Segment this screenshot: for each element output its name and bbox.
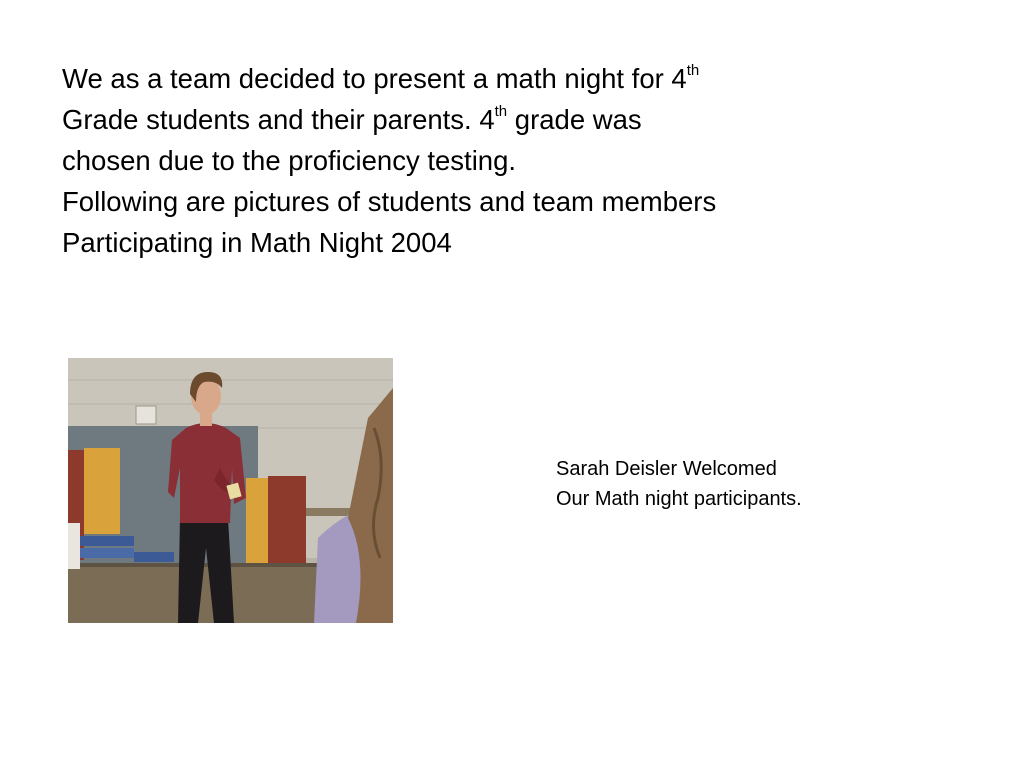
caption-line-1: Sarah Deisler Welcomed [556,458,777,480]
speaker-photo-illustration [68,358,393,623]
intro-paragraph [62,58,962,263]
intro-line-2-text: Grade students and their parents. 4 [62,104,495,135]
speaker-photo [68,358,393,623]
ordinal-suffix: th [686,61,700,79]
intro-line-5: Participating in Math Night 2004 [62,227,452,258]
intro-line-1-text: We as a team decided to present a math night for 4 [62,63,687,94]
intro-line-2-tail: grade was [507,104,642,135]
caption-line-2: Our Math night participants. [556,488,802,510]
intro-line-3: chosen due to the proficiency testing. [62,145,517,176]
intro-line-2 [62,99,962,140]
photo-caption [556,454,976,514]
intro-line-4: Following are pictures of students and team members [62,186,717,217]
intro-line-1 [62,58,962,99]
ordinal-suffix: th [494,102,508,120]
